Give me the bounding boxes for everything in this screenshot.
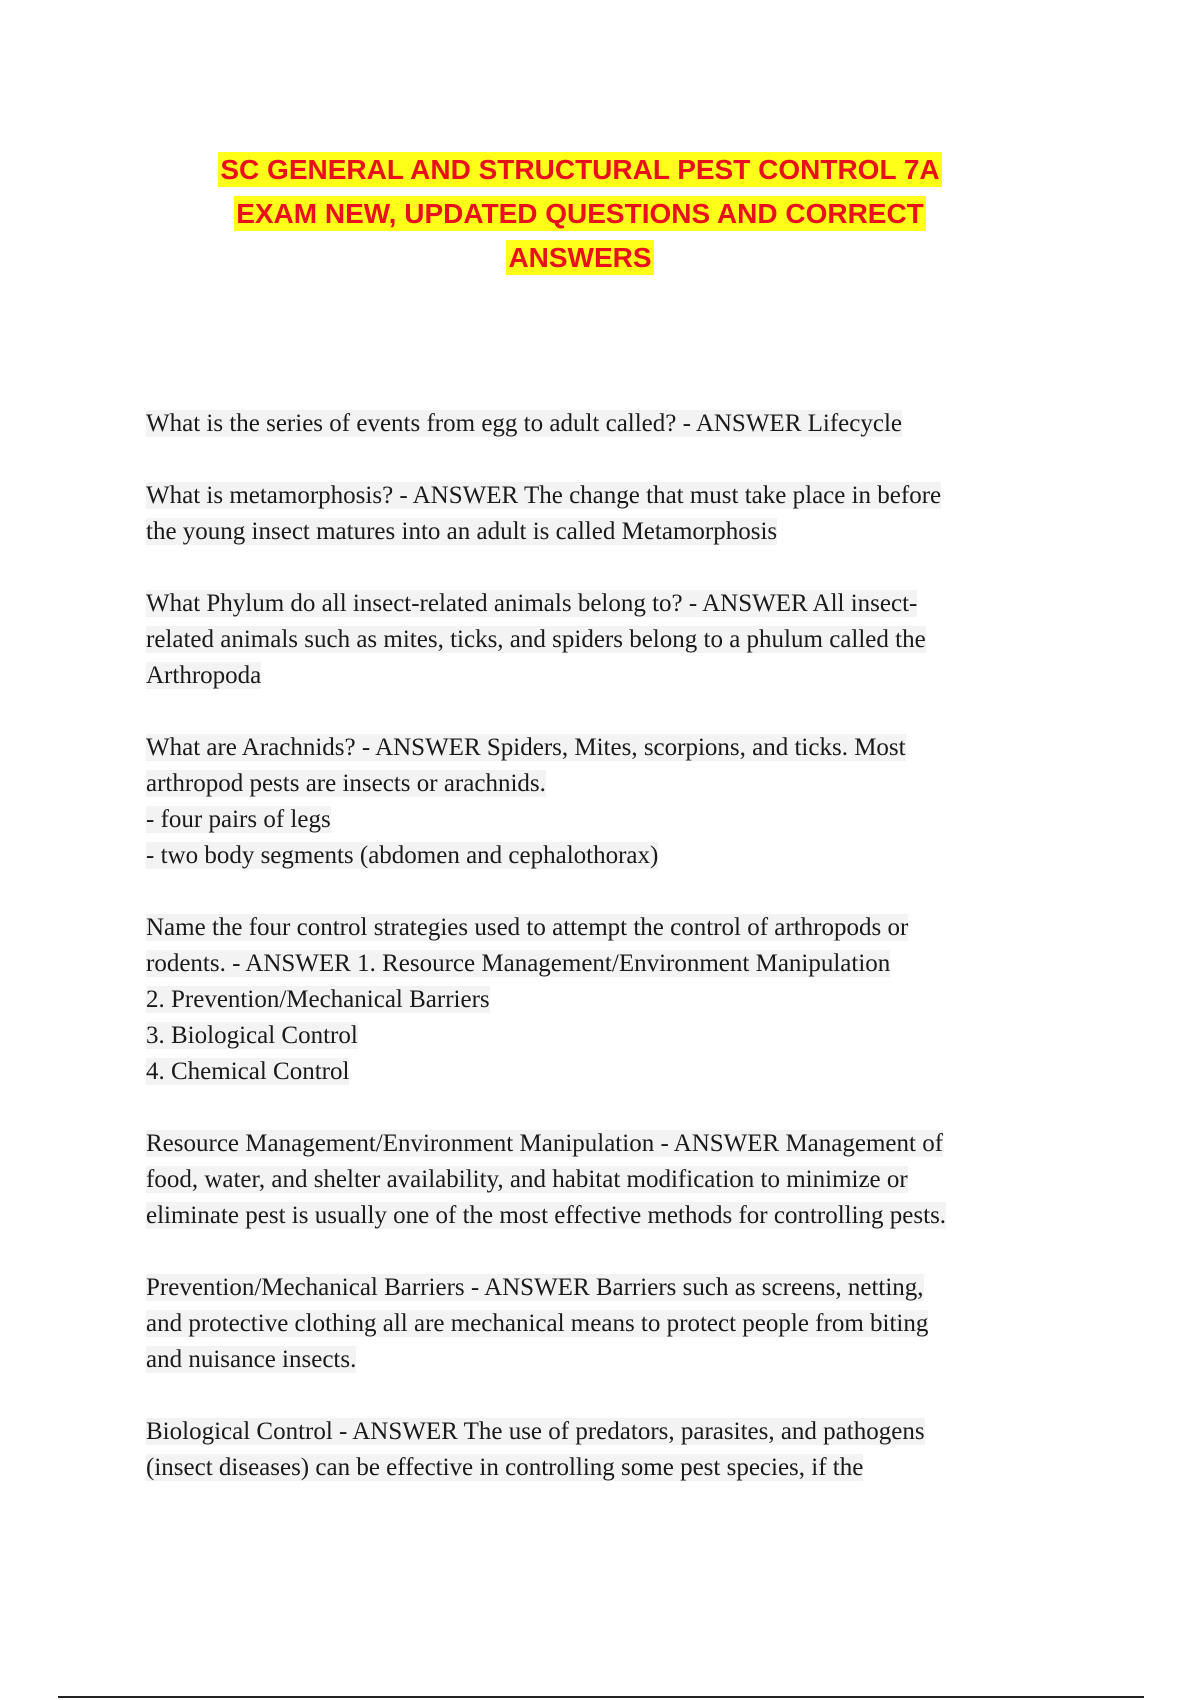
- qa-line: 2. Prevention/Mechanical Barriers: [146, 986, 490, 1013]
- document-title: [150, 148, 1010, 280]
- qa-line: and protective clothing all are mechanical means to protect people from biting: [146, 1310, 929, 1337]
- qa-line: What is the series of events from egg to adult called? - ANSWER Lifecycle: [146, 410, 902, 437]
- qa-line: rodents. - ANSWER 1. Resource Management/Environment Manipulation: [146, 950, 891, 977]
- qa-block: [146, 730, 1066, 874]
- qa-block: [146, 1414, 1066, 1486]
- qa-line: 4. Chemical Control: [146, 1058, 350, 1085]
- qa-block: [146, 910, 1066, 1090]
- qa-line: and nuisance insects.: [146, 1346, 357, 1373]
- qa-line: Prevention/Mechanical Barriers - ANSWER Barriers such as screens, netting,: [146, 1274, 924, 1301]
- qa-line: arthropod pests are insects or arachnids.: [146, 770, 546, 797]
- qa-line: food, water, and shelter availability, and habitat modification to minimize or: [146, 1166, 908, 1193]
- qa-line: What is metamorphosis? - ANSWER The change that must take place in before: [146, 482, 942, 509]
- qa-line: Resource Management/Environment Manipulation - ANSWER Management of: [146, 1130, 944, 1157]
- title-line: SC GENERAL AND STRUCTURAL PEST CONTROL 7A: [220, 154, 940, 185]
- qa-line: - four pairs of legs: [146, 806, 331, 833]
- qa-line: - two body segments (abdomen and cephalothorax): [146, 842, 659, 869]
- title-line: EXAM NEW, UPDATED QUESTIONS AND CORRECT: [236, 198, 924, 229]
- qa-block: [146, 586, 1066, 694]
- qa-line: What are Arachnids? - ANSWER Spiders, Mites, scorpions, and ticks. Most: [146, 734, 906, 761]
- page-bottom-rule: [58, 1696, 1144, 1698]
- qa-line: (insect diseases) can be effective in controlling some pest species, if the: [146, 1454, 864, 1481]
- qa-line: What Phylum do all insect-related animals belong to? - ANSWER All insect-: [146, 590, 918, 617]
- qa-line: eliminate pest is usually one of the most effective methods for controlling pests.: [146, 1202, 947, 1229]
- title-line: ANSWERS: [508, 242, 652, 273]
- qa-line: related animals such as mites, ticks, and spiders belong to a phulum called the: [146, 626, 926, 653]
- qa-list: [146, 406, 1066, 1522]
- qa-line: the young insect matures into an adult is called Metamorphosis: [146, 518, 778, 545]
- qa-block: [146, 478, 1066, 550]
- qa-line: Biological Control - ANSWER The use of predators, parasites, and pathogens: [146, 1418, 925, 1445]
- qa-line: Name the four control strategies used to attempt the control of arthropods or: [146, 914, 909, 941]
- qa-line: Arthropoda: [146, 662, 262, 689]
- qa-line: 3. Biological Control: [146, 1022, 358, 1049]
- qa-block: [146, 406, 1066, 442]
- qa-block: [146, 1126, 1066, 1234]
- qa-block: [146, 1270, 1066, 1378]
